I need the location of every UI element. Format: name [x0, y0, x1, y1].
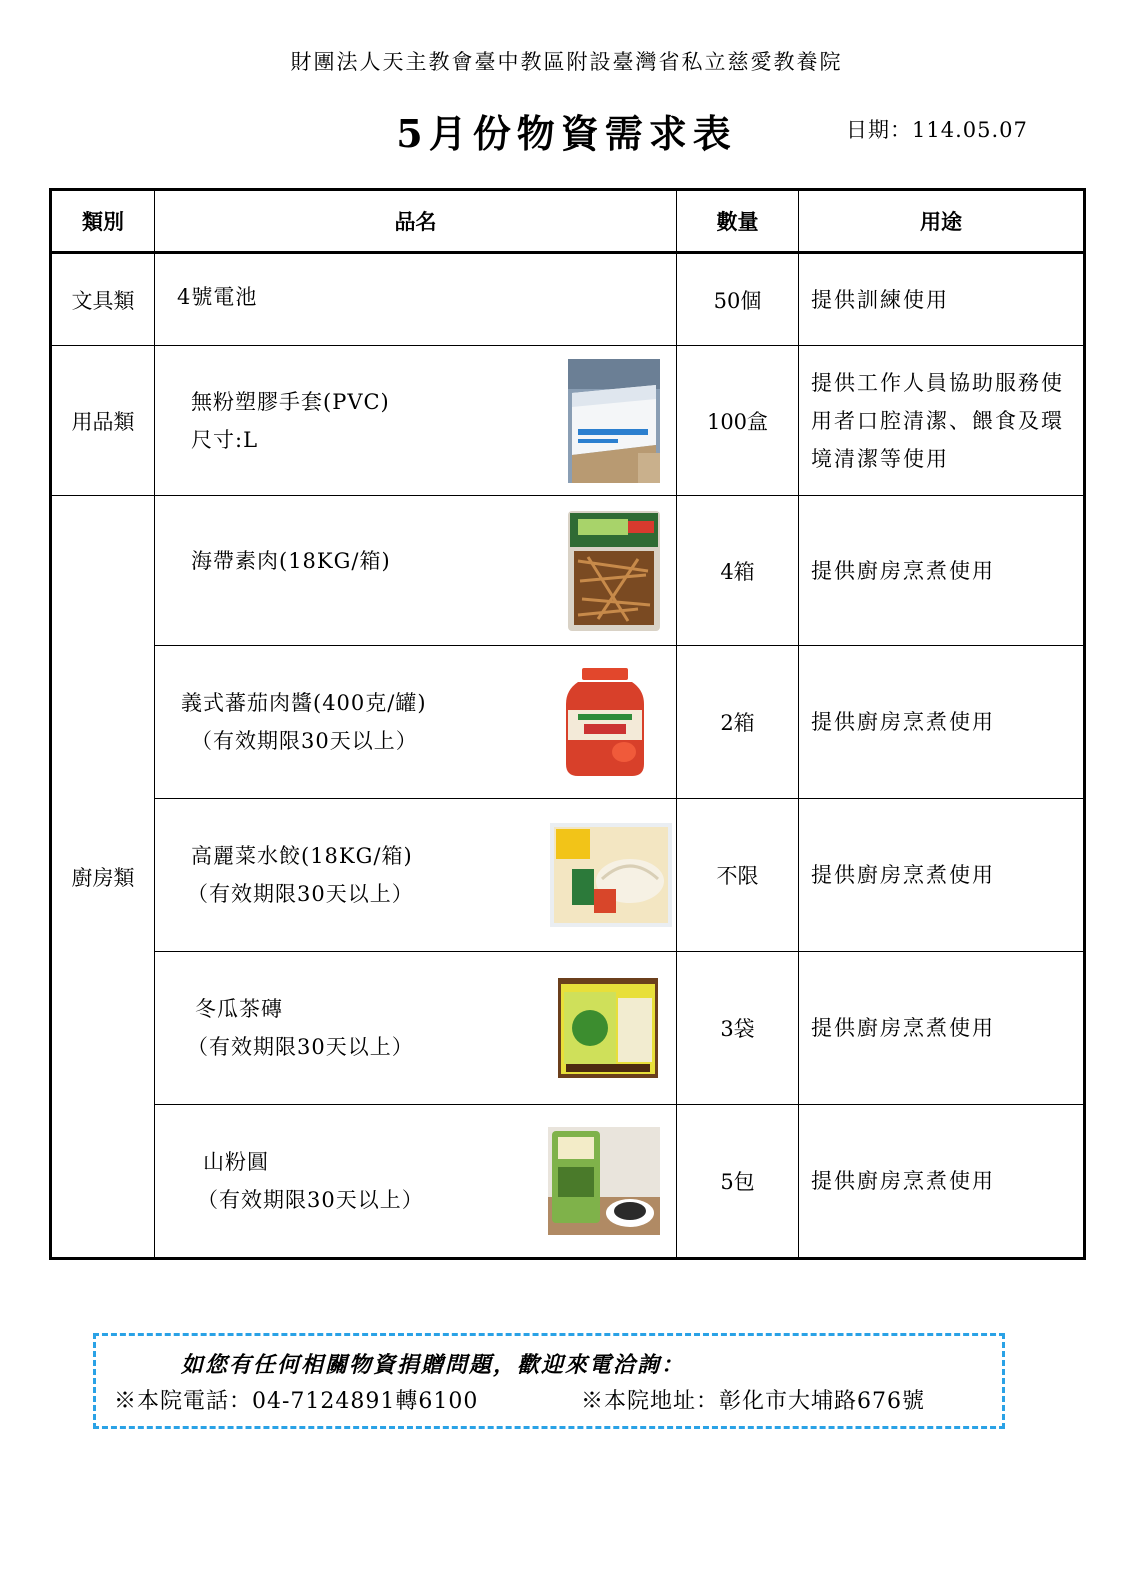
date-label: 日期：114.05.07: [846, 118, 1028, 142]
table-row: [51, 346, 1085, 496]
table-row: [51, 496, 1085, 646]
table-row: [51, 253, 1085, 346]
header-usage: 用途: [799, 190, 1085, 253]
quantity-cell: 50個: [677, 253, 799, 346]
item-name: 高麗菜水餃(18KG/箱): [191, 844, 413, 868]
table-header-row: [51, 190, 1085, 253]
table-row: [51, 799, 1085, 952]
contact-box: [93, 1333, 1005, 1429]
quantity-cell: 100盒: [677, 346, 799, 496]
usage-cell: 提供廚房烹煮使用: [799, 952, 1085, 1105]
category-cell: 廚房類: [51, 496, 155, 1259]
category-cell: 文具類: [51, 253, 155, 346]
item-name-cell: [155, 952, 677, 1105]
usage-cell: 提供廚房烹煮使用: [799, 496, 1085, 646]
tea-brick-image: [558, 978, 658, 1078]
basil-seed-image: [548, 1127, 660, 1235]
quantity-cell: 5包: [677, 1105, 799, 1259]
quantity-cell: 4箱: [677, 496, 799, 646]
header-quantity: 數量: [677, 190, 799, 253]
category-cell: 用品類: [51, 346, 155, 496]
usage-cell: 提供廚房烹煮使用: [799, 1105, 1085, 1259]
glove-box-image: [568, 359, 660, 483]
item-name-cell: [155, 1105, 677, 1259]
quantity-cell: 不限: [677, 799, 799, 952]
supply-table: [49, 188, 1086, 1260]
seaweed-meat-image: [568, 511, 660, 631]
item-name-cell: [155, 496, 677, 646]
usage-cell: 提供工作人員協助服務使用者口腔清潔、餵食及環境清潔等使用: [799, 346, 1085, 496]
page-title: 5月份物資需求表: [396, 111, 737, 156]
item-note: （有效期限30天以上）: [187, 1035, 414, 1059]
contact-prompt: 如您有任何相關物資捐贈問題，歡迎來電洽詢：: [181, 1352, 686, 1378]
tomato-sauce-image: [564, 668, 646, 776]
table-row: [51, 646, 1085, 799]
contact-phone: ※本院電話：04-7124891轉6100: [114, 1389, 479, 1414]
table-row: [51, 1105, 1085, 1259]
item-name-cell: [155, 253, 677, 346]
item-name: 海帶素肉(18KG/箱): [191, 548, 391, 573]
item-note: （有效期限30天以上）: [187, 882, 414, 906]
item-name-cell: [155, 646, 677, 799]
usage-cell: 提供廚房烹煮使用: [799, 799, 1085, 952]
item-name-cell: [155, 346, 677, 496]
contact-address: ※本院地址：彰化市大埔路676號: [581, 1389, 925, 1414]
item-name: 義式蕃茄肉醬(400克/罐): [181, 691, 427, 715]
organization-name: 財團法人天主教會臺中教區附設臺灣省私立慈愛教養院: [290, 50, 843, 74]
table-row: [51, 952, 1085, 1105]
item-name: 無粉塑膠手套(PVC): [191, 389, 390, 414]
quantity-cell: 2箱: [677, 646, 799, 799]
usage-cell: 提供廚房烹煮使用: [799, 646, 1085, 799]
item-name: 4號電池: [177, 284, 258, 309]
header-item-name: 品名: [155, 190, 677, 253]
item-note: （有效期限30天以上）: [197, 1188, 424, 1212]
quantity-cell: 3袋: [677, 952, 799, 1105]
header-category: 類別: [51, 190, 155, 253]
usage-cell: 提供訓練使用: [799, 253, 1085, 346]
item-note: （有效期限30天以上）: [191, 729, 418, 753]
item-spec: 尺寸:L: [191, 427, 259, 452]
item-name: 山粉圓: [203, 1150, 269, 1174]
item-name: 冬瓜茶磚: [195, 997, 283, 1021]
item-name-cell: [155, 799, 677, 952]
dumpling-image: [550, 823, 672, 927]
